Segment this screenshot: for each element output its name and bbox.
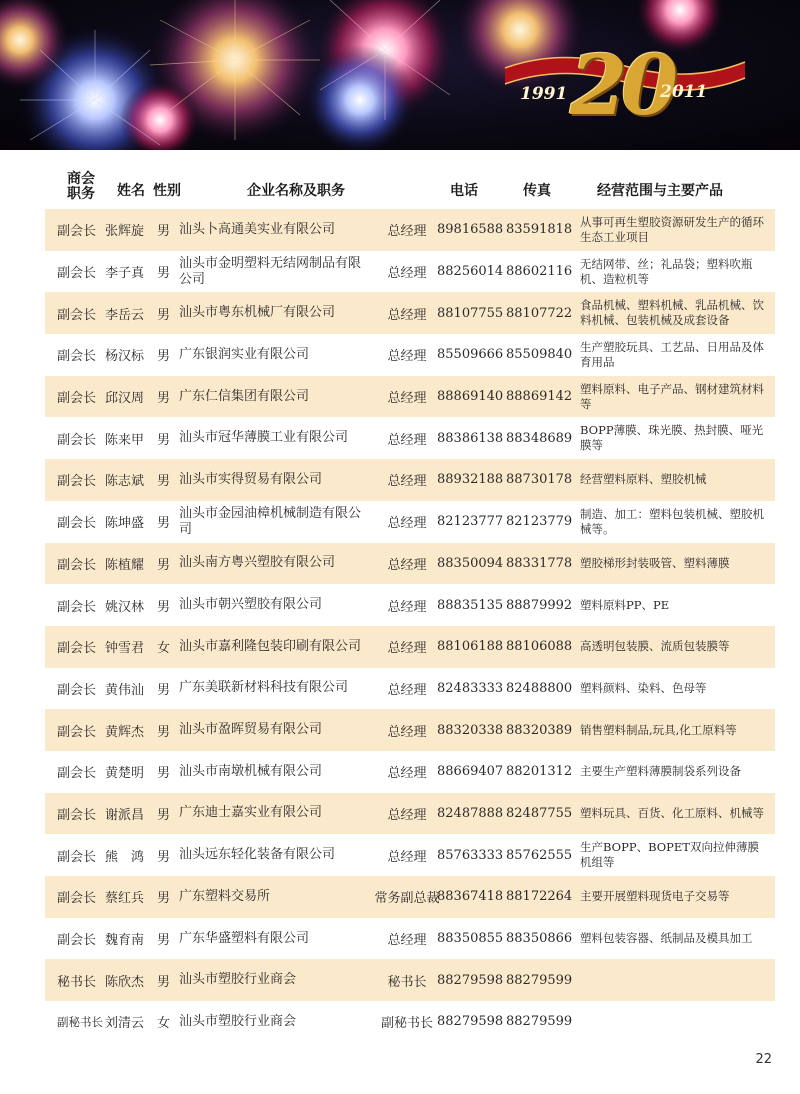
cell-tel: 82123777 <box>437 514 504 530</box>
cell-scope <box>580 959 770 1001</box>
cell-title: 副秘书长 <box>380 1016 433 1032</box>
cell-company: 汕头市盈晖贸易有限公司 <box>179 722 323 738</box>
cell-post: 副会长 <box>57 474 97 490</box>
anniversary-logo <box>500 38 750 138</box>
cell-name: 邱汉周 <box>105 391 145 407</box>
cell-sex: 男 <box>157 391 171 407</box>
header-fax: 传真 <box>523 183 551 199</box>
cell-scope: 塑料颜料、染料、色母等 <box>580 680 707 695</box>
cell-scope: 生产塑胶玩具、工艺品、日用品及体育用品 <box>580 339 764 369</box>
fireworks-banner <box>0 0 800 150</box>
cell-post: 副会长 <box>57 891 97 907</box>
cell-title: 总经理 <box>387 474 427 490</box>
cell-scope: 塑料包装容器、纸制品及模具加工 <box>580 931 753 946</box>
cell-post: 副会长 <box>57 724 97 740</box>
table-row <box>45 501 775 543</box>
cell-sex: 男 <box>157 891 171 907</box>
year-start: 1991 <box>520 84 568 104</box>
cell-post: 副会长 <box>57 599 97 615</box>
cell-title: 总经理 <box>387 266 427 282</box>
cell-post: 副会长 <box>57 391 97 407</box>
cell-name: 陈坤盛 <box>105 516 145 532</box>
header-scope: 经营范围与主要产品 <box>597 183 723 199</box>
cell-title: 总经理 <box>387 933 427 949</box>
cell-post: 副会长 <box>57 432 97 448</box>
table-row <box>45 376 775 418</box>
cell-tel: 85509666 <box>437 347 504 363</box>
cell-scope: 高透明包装膜、流质包装膜等 <box>580 639 730 654</box>
cell-post: 副秘书长 <box>57 1014 103 1029</box>
cell-company: 汕头卜高通美实业有限公司 <box>179 221 336 237</box>
cell-name: 姚汉林 <box>105 599 145 615</box>
cell-company: 广东迪士嘉实业有限公司 <box>179 805 323 821</box>
cell-tel: 88869140 <box>437 389 504 405</box>
cell-fax: 88106088 <box>506 639 573 655</box>
cell-company: 汕头市塑胶行业商会 <box>179 1013 297 1029</box>
cell-scope: 塑料原料PP、PE <box>580 597 670 612</box>
cell-name: 张辉旋 <box>105 224 145 240</box>
cell-fax: 88107722 <box>506 305 573 321</box>
cell-post: 副会长 <box>57 766 97 782</box>
cell-company: 汕头市塑胶行业商会 <box>179 972 297 988</box>
cell-sex: 男 <box>157 849 171 865</box>
cell-sex: 男 <box>157 432 171 448</box>
cell-company: 汕头远东轻化装备有限公司 <box>179 847 336 863</box>
cell-fax: 88730178 <box>506 472 573 488</box>
cell-sex: 男 <box>157 724 171 740</box>
table-row <box>45 709 775 751</box>
table-row <box>45 626 775 668</box>
cell-fax: 82123779 <box>506 514 573 530</box>
cell-tel: 88107755 <box>437 305 504 321</box>
table-row <box>45 334 775 376</box>
cell-tel: 88350094 <box>437 555 504 571</box>
cell-name: 李岳云 <box>105 307 145 323</box>
cell-title: 总经理 <box>387 682 427 698</box>
cell-company: 汕头市冠华薄膜工业有限公司 <box>179 430 349 446</box>
cell-post: 副会长 <box>57 266 97 282</box>
table-row <box>45 918 775 960</box>
cell-scope: 塑料玩具、百货、化工原料、机械等 <box>580 805 764 820</box>
cell-name: 陈志斌 <box>105 474 145 490</box>
cell-tel: 88367418 <box>437 889 504 905</box>
cell-name: 黄伟汕 <box>105 682 145 698</box>
cell-title: 总经理 <box>387 641 427 657</box>
cell-scope: 塑胶梯形封装吸管、塑料薄膜 <box>580 555 730 570</box>
table-row <box>45 459 775 501</box>
cell-fax: 82487755 <box>506 805 573 821</box>
cell-title: 总经理 <box>387 391 427 407</box>
cell-fax: 85762555 <box>506 847 573 863</box>
cell-post: 副会长 <box>57 807 97 823</box>
cell-name: 陈欣杰 <box>105 974 145 990</box>
table-row <box>45 543 775 585</box>
cell-sex: 男 <box>157 516 171 532</box>
cell-scope: 从事可再生塑胶资源研发生产的循环生态工业项目 <box>580 214 764 244</box>
cell-fax: 88879992 <box>506 597 573 613</box>
cell-name: 杨汉标 <box>105 349 145 365</box>
cell-name: 蔡红兵 <box>105 891 145 907</box>
cell-title: 总经理 <box>387 224 427 240</box>
cell-company: 广东仁信集团有限公司 <box>179 388 310 404</box>
cell-title: 秘书长 <box>387 974 427 990</box>
cell-sex: 女 <box>157 641 171 657</box>
cell-fax: 88602116 <box>506 264 573 280</box>
cell-scope: 塑料原料、电子产品、钢材建筑材料等 <box>580 381 764 411</box>
page-number: 22 <box>755 1052 772 1067</box>
cell-post: 秘书长 <box>57 974 97 990</box>
cell-post: 副会长 <box>57 224 97 240</box>
cell-scope: 无结网带、丝；礼品袋；塑料吹瓶机、造粒机等 <box>580 256 753 286</box>
cell-scope: 制造、加工：塑料包装机械、塑胶机械等。 <box>580 506 764 536</box>
cell-name: 刘清云 <box>105 1016 145 1032</box>
header-post: 商会职务 <box>67 171 95 202</box>
cell-company: 汕头南方粤兴塑胶有限公司 <box>179 555 336 571</box>
cell-post: 副会长 <box>57 933 97 949</box>
header-company: 企业名称及职务 <box>247 183 345 199</box>
cell-tel: 88279598 <box>437 972 504 988</box>
cell-fax: 88320389 <box>506 722 573 738</box>
cell-name: 熊 鸿 <box>105 849 145 865</box>
cell-company: 广东塑料交易所 <box>179 888 271 904</box>
header-name: 姓名 <box>117 183 145 199</box>
table-row <box>45 417 775 459</box>
cell-name: 钟雪君 <box>105 641 145 657</box>
cell-company: 汕头市嘉利隆包装印刷有限公司 <box>179 638 362 654</box>
cell-fax: 88350866 <box>506 931 573 947</box>
cell-post: 副会长 <box>57 557 97 573</box>
table-header <box>45 170 775 210</box>
cell-title: 总经理 <box>387 849 427 865</box>
table-row <box>45 584 775 626</box>
table-row <box>45 668 775 710</box>
cell-tel: 88106188 <box>437 639 504 655</box>
cell-fax: 88279599 <box>506 972 573 988</box>
cell-tel: 82487888 <box>437 805 504 821</box>
cell-sex: 男 <box>157 224 171 240</box>
table-row <box>45 793 775 835</box>
cell-sex: 男 <box>157 599 171 615</box>
cell-name: 陈植耀 <box>105 557 145 573</box>
cell-tel: 88669407 <box>437 764 504 780</box>
cell-tel: 88386138 <box>437 430 504 446</box>
cell-name: 黄楚明 <box>105 766 145 782</box>
cell-sex: 男 <box>157 474 171 490</box>
cell-tel: 88932188 <box>437 472 504 488</box>
table-row <box>45 251 775 293</box>
cell-sex: 男 <box>157 266 171 282</box>
cell-title: 常务副总裁 <box>374 891 440 907</box>
cell-fax: 88172264 <box>506 889 573 905</box>
cell-company: 汕头市金园油樟机械制造有限公司 <box>179 505 362 537</box>
cell-company: 汕头市粤东机械厂有限公司 <box>179 305 336 321</box>
anniversary-number: 20 <box>570 38 673 134</box>
cell-sex: 男 <box>157 766 171 782</box>
cell-company: 汕头市实得贸易有限公司 <box>179 471 323 487</box>
cell-tel: 89816588 <box>437 222 504 238</box>
header-sex: 性别 <box>153 183 181 199</box>
cell-title: 总经理 <box>387 724 427 740</box>
cell-name: 李子真 <box>105 266 145 282</box>
cell-company: 汕头市南墩机械有限公司 <box>179 763 323 779</box>
cell-company: 汕头市朝兴塑胶有限公司 <box>179 597 323 613</box>
cell-sex: 男 <box>157 933 171 949</box>
cell-tel: 88835135 <box>437 597 504 613</box>
cell-fax: 88348689 <box>506 430 573 446</box>
cell-scope: 销售塑料制品,玩具,化工原料等 <box>580 722 737 737</box>
cell-scope <box>580 1001 770 1043</box>
member-table <box>45 209 775 1043</box>
cell-scope: 主要生产塑料薄膜制袋系列设备 <box>580 764 741 779</box>
cell-sex: 女 <box>157 1016 171 1032</box>
cell-post: 副会长 <box>57 849 97 865</box>
cell-tel: 82483333 <box>437 680 504 696</box>
cell-sex: 男 <box>157 807 171 823</box>
cell-tel: 88320338 <box>437 722 504 738</box>
cell-name: 黄辉杰 <box>105 724 145 740</box>
cell-fax: 83591818 <box>506 222 573 238</box>
cell-title: 总经理 <box>387 766 427 782</box>
cell-title: 总经理 <box>387 349 427 365</box>
cell-tel: 88350855 <box>437 931 504 947</box>
cell-title: 总经理 <box>387 432 427 448</box>
cell-fax: 88201312 <box>506 764 573 780</box>
cell-tel: 88279598 <box>437 1014 504 1030</box>
cell-sex: 男 <box>157 557 171 573</box>
cell-scope: 食品机械、塑料机械、乳品机械、饮料机械、包装机械及成套设备 <box>580 298 764 328</box>
table-row <box>45 959 775 1001</box>
table-row <box>45 209 775 251</box>
cell-tel: 85763333 <box>437 847 504 863</box>
cell-fax: 85509840 <box>506 347 573 363</box>
cell-company: 广东美联新材料科技有限公司 <box>179 680 349 696</box>
cell-post: 副会长 <box>57 641 97 657</box>
cell-post: 副会长 <box>57 307 97 323</box>
table-row <box>45 1001 775 1043</box>
cell-name: 陈来甲 <box>105 432 145 448</box>
table-row <box>45 751 775 793</box>
year-end: 2011 <box>660 82 708 102</box>
cell-scope: 主要开展塑料现货电子交易等 <box>580 889 730 904</box>
cell-scope: 经营塑料原料、塑胶机械 <box>580 472 707 487</box>
cell-title: 总经理 <box>387 307 427 323</box>
cell-sex: 男 <box>157 307 171 323</box>
cell-company: 广东华盛塑料有限公司 <box>179 930 310 946</box>
table-row <box>45 292 775 334</box>
cell-title: 总经理 <box>387 516 427 532</box>
cell-post: 副会长 <box>57 349 97 365</box>
cell-sex: 男 <box>157 349 171 365</box>
cell-name: 谢派昌 <box>105 807 145 823</box>
cell-company: 汕头市金明塑料无结网制品有限公司 <box>179 255 362 287</box>
cell-scope: 生产BOPP、BOPET双向拉伸薄膜机组等 <box>580 840 759 870</box>
cell-tel: 88256014 <box>437 264 504 280</box>
cell-sex: 男 <box>157 682 171 698</box>
cell-company: 广东银润实业有限公司 <box>179 346 310 362</box>
cell-scope: BOPP薄膜、珠光膜、热封膜、哑光膜等 <box>580 423 764 453</box>
cell-fax: 88869142 <box>506 389 573 405</box>
cell-sex: 男 <box>157 974 171 990</box>
cell-fax: 88331778 <box>506 555 573 571</box>
cell-title: 总经理 <box>387 807 427 823</box>
cell-name: 魏育南 <box>105 933 145 949</box>
header-tel: 电话 <box>450 183 478 199</box>
cell-post: 副会长 <box>57 682 97 698</box>
cell-fax: 82488800 <box>506 680 573 696</box>
cell-title: 总经理 <box>387 599 427 615</box>
table-row <box>45 834 775 876</box>
table-row <box>45 876 775 918</box>
cell-fax: 88279599 <box>506 1014 573 1030</box>
cell-post: 副会长 <box>57 516 97 532</box>
cell-title: 总经理 <box>387 557 427 573</box>
